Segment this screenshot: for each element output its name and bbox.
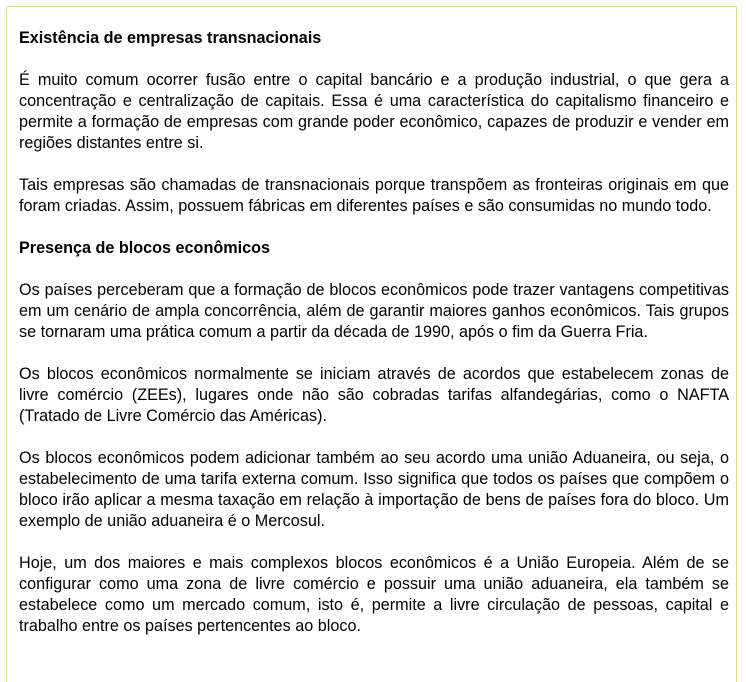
document-content <box>19 28 729 658</box>
paragraph: Tais empresas são chamadas de transnacionais porque transpõem as fronteiras originais em que foram criadas. Assim, possuem fábricas em diferentes países e são consumidas no mundo todo. <box>19 176 729 215</box>
section-heading-blocos: Presença de blocos econômicos <box>19 239 271 257</box>
section-heading-transnacionais: Existência de empresas transnacionais <box>19 29 322 47</box>
paragraph: Hoje, um dos maiores e mais complexos blocos econômicos é a União Europeia. Além de se configurar como uma zona de livre comércio e possuir uma união aduaneira, ela também se estabelece como um mercado comum, isto é, permite a livre circulação de pessoas, capital e trabalho entre os países pertencentes ao bloco. <box>19 554 729 635</box>
paragraph: Os blocos econômicos podem adicionar também ao seu acordo uma união Aduaneira, ou seja, o estabelecimento de uma tarifa externa comum. Isso significa que todos os países que compõem o bloco irão aplicar a mesma taxação em relação à importação de bens de países fora do bloco. Um exemplo de união aduaneira é o Mercosul. <box>19 449 729 530</box>
paragraph: Os países perceberam que a formação de blocos econômicos pode trazer vantagens competitivas em um cenário de ampla concorrência, além de garantir maiores ganhos econômicos. Tais grupos se tornaram uma prática comum a partir da década de 1990, após o fim da Guerra Fria. <box>19 281 729 341</box>
paragraph: Os blocos econômicos normalmente se iniciam através de acordos que estabelecem zonas de livre comércio (ZEEs), lugares onde não são cobradas tarifas alfandegárias, como o NAFTA (Tratado de Livre Comércio das Américas). <box>19 365 729 425</box>
paragraph: É muito comum ocorrer fusão entre o capital bancário e a produção industrial, o que gera a concentração e centralização de capitais. Essa é uma característica do capitalismo financeiro e permite a formação de empresas com grande poder econômico, capazes de produzir e vender em regiões distantes entre si. <box>19 71 729 152</box>
document-frame <box>6 6 737 682</box>
